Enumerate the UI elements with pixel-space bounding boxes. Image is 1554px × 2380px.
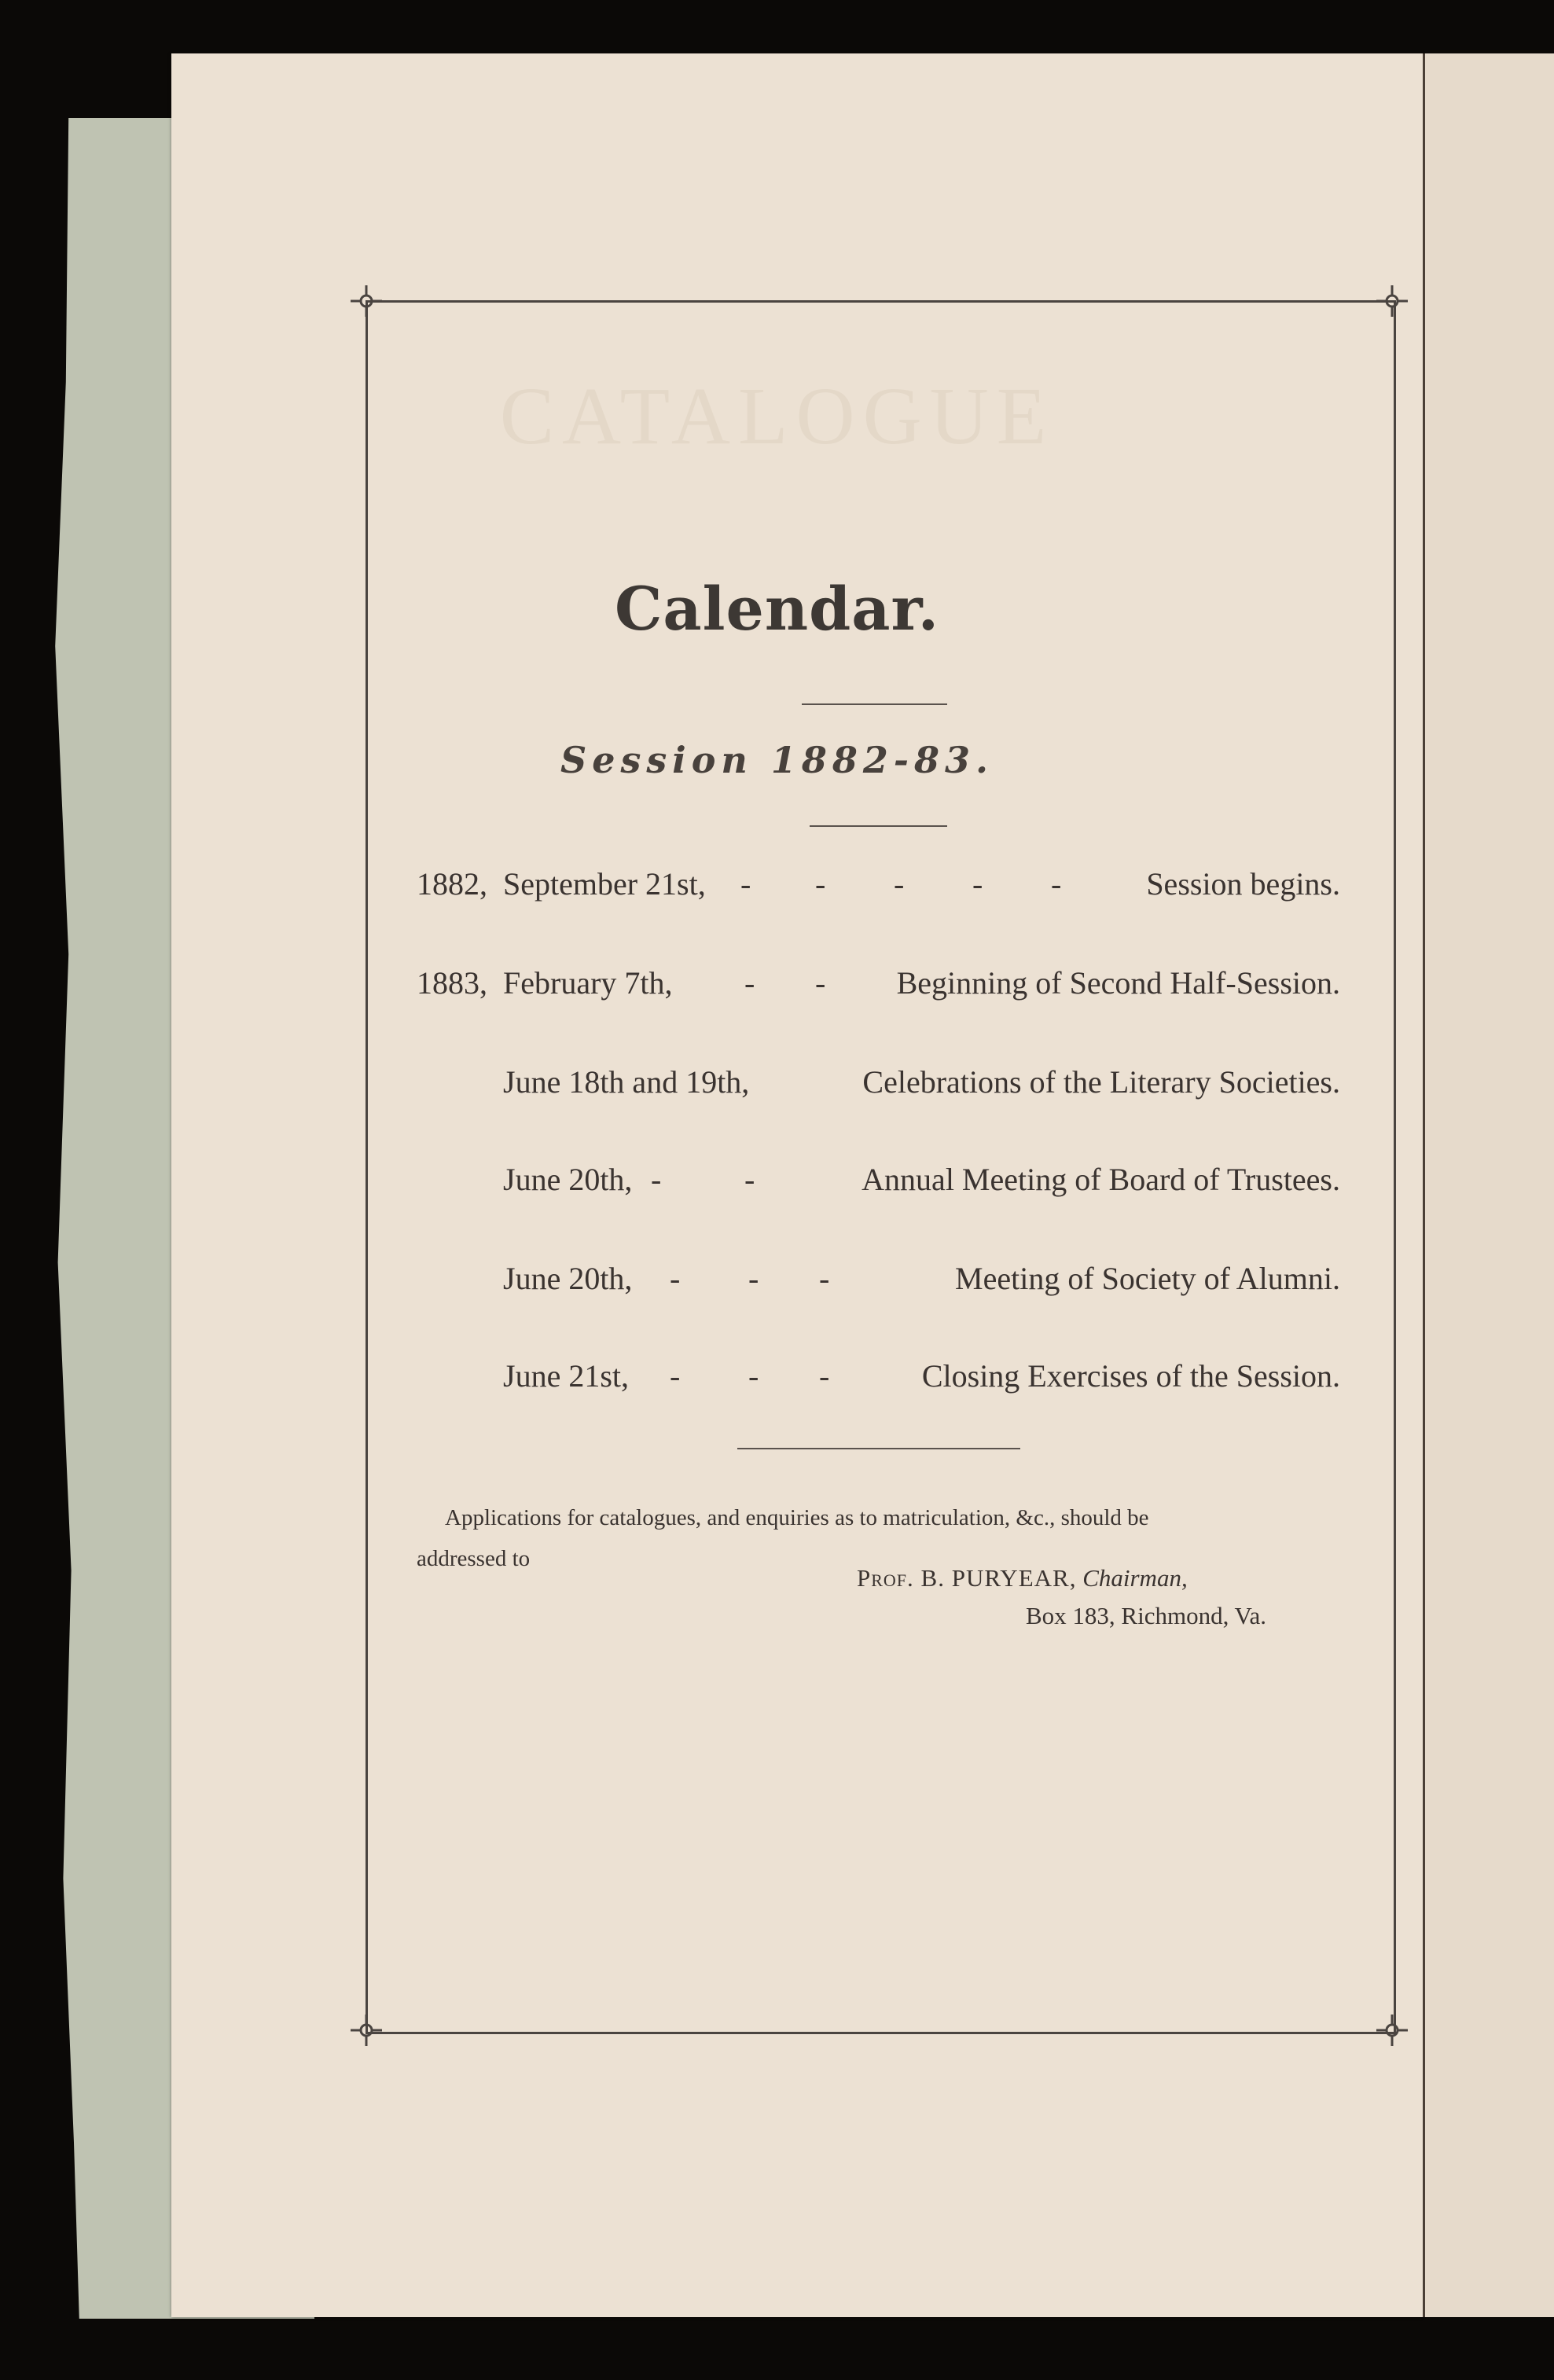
event-date: February 7th,	[503, 965, 673, 1001]
leader-dash: -	[748, 1358, 759, 1394]
divider	[810, 825, 947, 827]
event-date: June 20th,	[503, 1261, 633, 1296]
leader-dash: -	[744, 1162, 755, 1197]
corner-ornament-icon	[1376, 2015, 1408, 2046]
event-description: Meeting of Society of Alumni.	[955, 1261, 1340, 1296]
corner-ornament-icon	[351, 2015, 382, 2046]
event-description: Annual Meeting of Board of Trustees.	[861, 1162, 1340, 1197]
leader-dash: -	[670, 1358, 681, 1394]
event-date: June 20th,	[503, 1162, 633, 1197]
event-date: June 18th and 19th,	[503, 1064, 750, 1100]
leader-dash: -	[819, 1358, 830, 1394]
addressee-role: Chairman,	[1082, 1564, 1188, 1592]
leader-dash: -	[744, 965, 755, 1001]
show-through-title: CATALOGUE	[499, 371, 1055, 461]
event-description: Beginning of Second Half-Session.	[896, 965, 1340, 1001]
event-description: Celebrations of the Literary Societies.	[862, 1064, 1340, 1100]
applications-line-1: Applications for catalogues, and enquiries as to matriculation, &c., should be	[445, 1505, 1149, 1530]
leader-dash: -	[972, 866, 983, 902]
leader-dash: -	[748, 1261, 759, 1296]
leader-dash: -	[670, 1261, 681, 1296]
event-year: 1882,	[417, 866, 487, 902]
leader-dash: -	[815, 965, 826, 1001]
session-heading: Session 1882-83.	[560, 739, 994, 781]
event-year: 1883,	[417, 965, 487, 1001]
addressee-title: Prof. B. PURYEAR,	[857, 1564, 1077, 1592]
leader-dash: -	[740, 866, 751, 902]
leader-dash: -	[1051, 866, 1062, 902]
corner-ornament-icon	[351, 285, 382, 317]
divider	[737, 1448, 1020, 1449]
leader-dash: -	[819, 1261, 830, 1296]
applications-line-2: addressed to	[417, 1546, 531, 1571]
event-date: June 21st,	[503, 1358, 629, 1394]
divider	[802, 703, 947, 705]
page-title: Calendar.	[614, 574, 940, 644]
leader-dash: -	[894, 866, 905, 902]
event-date: September 21st,	[503, 866, 706, 902]
leader-dash: -	[651, 1162, 662, 1197]
addressee-address: Box 183, Richmond, Va.	[1026, 1602, 1266, 1629]
event-description: Closing Exercises of the Session.	[921, 1358, 1340, 1394]
corner-ornament-icon	[1376, 285, 1408, 317]
event-description: Session begins.	[1146, 866, 1340, 902]
addressee-name	[857, 1564, 1188, 1592]
leader-dash: -	[815, 866, 826, 902]
